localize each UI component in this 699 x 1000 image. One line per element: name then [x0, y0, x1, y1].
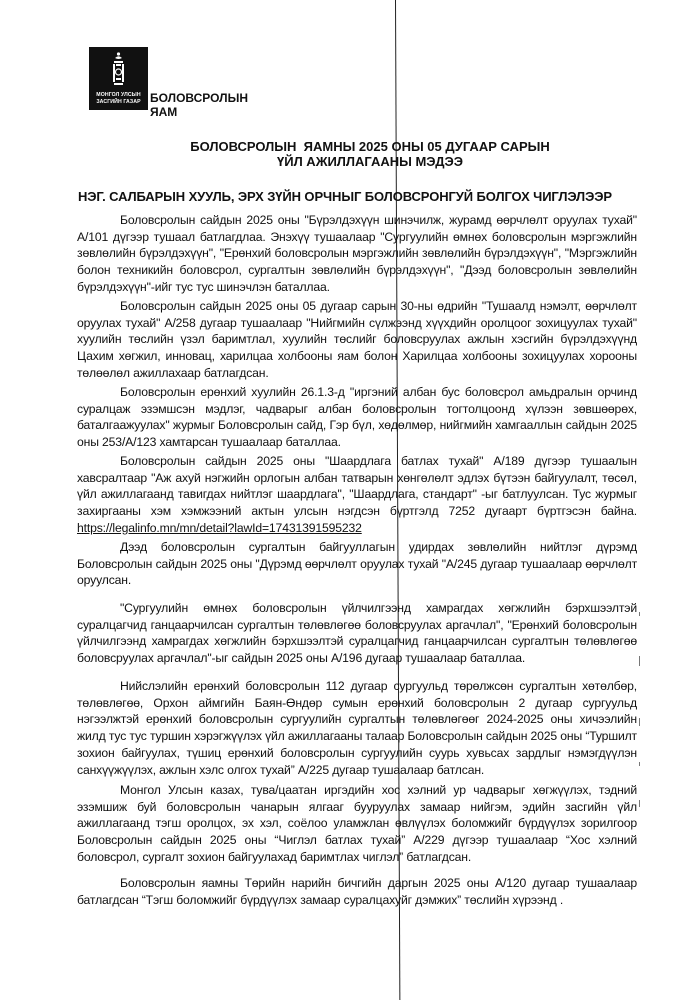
paragraph-1: Боловсролын сайдын 2025 оны "Бүрэлдэхүүн шинэчилж, журамд өөрчлөлт оруулах тухай" А/101 дүгээр тушаал батлагдлаа. Энэхүү тушаалаар "Сургуулийн өмнөх боловсролын мэргэжлийн зөвлөлийн бүрэлдэхүүн", "Ерөнхий боловсролын мэргэжлийн зөвлөлийн бүрэлдэхүүн", "Мэргэжлийн болон техникийн боловсрол, сургалтын зөвлөлийн бүрэлдэхүүн", "Дээд боловсролын зөвлөлийн бүрэлдэхүүн"-ийг тус тус шинэчлэн баталлаа. — [77, 213, 637, 294]
section-heading: НЭГ. САЛБАРЫН ХУУЛЬ, ЭРХ ЗҮЙН ОРЧНЫГ БОЛОВСРОНГУЙ БОЛГОХ ЧИГЛЭЛЭЭР — [78, 189, 612, 204]
paragraph-2: Боловсролын сайдын 2025 оны 05 дугаар сарын 30-ны өдрийн "Тушаалд нэмэлт, өөрчлөлт оруулах тухай" А/258 дугаар тушаалаар "Нийгмийн сүлжээнд хүүхдийн оролцоог зохицуулах тухай" хуулийн төслийн үзэл баримтлал, хуулийн төслийг боловсруулах ажлын хэсгийн бүрэлдэхүүнд Цахим хөгжил, инновац, харилцаа холбооны яам болон Харилцаа холбооны зохицуулах хорооны төлөөлөл ажиллахаар батлагдсан. — [77, 299, 637, 380]
scan-speck — [639, 612, 640, 616]
paragraph-4-text: Боловсролын сайдын 2025 оны "Шаардлага батлах тухай" А/189 дүгээр тушаалын хавсралтаар "Аж ахуй нэгжийн орлогын албан татварын хөнгөлөлт эдлэх бүтээн байгуулалт, төсөл, үйл ажиллагаанд тавигдах нийтлэг шаардлага", "Шаардлага, стандарт" -ыг батлуулсан. Тус журмыг захиргааны хэм хэмжээний актын улсын нэгдсэн бүртгэлд 7252 дугаарт бүртгэсэн байна. — [77, 454, 637, 519]
paragraph-3: Боловсролын ерөнхий хуулийн 26.1.3-д "иргэний албан бус боловсрол амьдралын орчинд суралцаж эзэмшсэн мэдлэг, чадварыг албан боловсролын тогтолцоонд хүлээн зөвшөөрөх, баталгаажуулах" журмыг Боловсролын сайд, Гэр бүл, хөдөлмөр, нийгмийн хамгааллын сайдын 2025 оны 253/А/123 хамтарсан тушаалаар баталлаа. — [77, 385, 637, 450]
ministry-name-line2: ЯАМ — [150, 105, 178, 119]
paragraph-5: Дээд боловсролын сургалтын байгууллагын удирдах зөвлөлийн нийтлэг дүрэмд Боловсролын сайдын 2025 оны "Дүрэмд өөрчлөлт оруулах тухай "А/245 дугаар тушаалаар өөрчлөлт оруулсан. — [77, 540, 637, 588]
ministry-name — [150, 91, 248, 119]
paragraph-7: Нийслэлийн ерөнхий боловсролын 112 дугаар сургуульд төрөлжсөн сургалтын хөтөлбөр, төлөвлөгөө, Орхон аймгийн Баян-Өндөр сумын ерөнхий боловсролын 2 дугаар сургуульд нэгээлжтэй ерөнхий боловсролын сургуулийн сургалтын төлөвлөгөөг 2024-2025 оны хичээлийн жилд тус тус туршин хэрэгжүүлэх үйл ажиллагааны талаар Боловсролын сайдын 2025 оны “Туршилт зохион байгуулах, түшиц ерөнхий боловсролын сургуулийн суурь хувьсах зардлыг нэмэгдүүлэн санхүүжүүлэх, ажлын хэлс олгох тухай” А/225 дугаар тушаалаар батлсан. — [77, 679, 637, 777]
paragraph-9: Боловсролын яамны Төрийн нарийн бичгийн даргын 2025 оны А/120 дугаар тушаалаар батлагдсан “Тэгш боломжийг бүрдүүлэх замаар суралцахуйг дэмжих” төслийн хүрээнд . — [77, 876, 637, 907]
document-title — [150, 139, 590, 169]
paragraph-4 — [77, 453, 637, 537]
legalinfo-link[interactable]: https://legalinfo.mn/mn/detail?lawId=17431391595232 — [77, 520, 362, 535]
paragraph-8: Монгол Улсын казах, тува/цаатан иргэдийн хос хэлний ур чадварыг хөгжүүлэх, тэдний эзэмшиж буй боловсролын чанарын ялгааг бууруулах замаар нийгэм, эдийн засгийн үйл ажиллагаанд тэгш оролцох, эх хэл, соёлоо уламжлан өвлүүлэх боломжийг бүрдүүлэх зорилгоор Боловсролын сайдын 2025 оны “Чиглэл батлах тухай” А/229 дүгээр тушаалаар “Хос хэлний боловсрол, сургалт зохион байгуулахад баримтлах чиглэл” батлагдсан. — [77, 783, 637, 864]
logo-caption-line1: МОНГОЛ УЛСЫН — [96, 92, 141, 98]
soyombo-emblem-icon — [112, 52, 125, 88]
scan-speck — [639, 656, 640, 666]
government-logo — [89, 47, 148, 110]
paragraph-6: "Сургуулийн өмнөх боловсролын үйлчилгээнд хамрагдах хөгжлийн бэрхшээлтэй суралцагчид ганцаарчилсан сургалтын төлөвлөгөө боловсруулах аргачлал", "Ерөнхий боловсролын үйлчилгээнд хамрагдах хөгжлийн бэрхшээлтэй суралцагчид ганцаарчилсан сургалтын төлөвлөгөө боловсруулах аргачлал"-ыг сайдын 2025 оны А/196 дугаар тушаалаар баталлаа. — [77, 601, 637, 666]
logo-caption-line2: ЗАСГИЙН ГАЗАР — [96, 99, 141, 105]
document-title-line2: ҮЙЛ АЖИЛЛАГААНЫ МЭДЭЭ — [277, 154, 463, 169]
scan-speck — [639, 800, 640, 807]
ministry-name-line1: БОЛОВСРОЛЫН — [150, 91, 249, 105]
scan-speck — [639, 762, 640, 766]
document-title-line1: БОЛОВСРОЛЫН ЯАМНЫ 2025 ОНЫ 05 ДУГААР САРЫН — [190, 139, 550, 154]
scan-speck — [639, 718, 640, 726]
